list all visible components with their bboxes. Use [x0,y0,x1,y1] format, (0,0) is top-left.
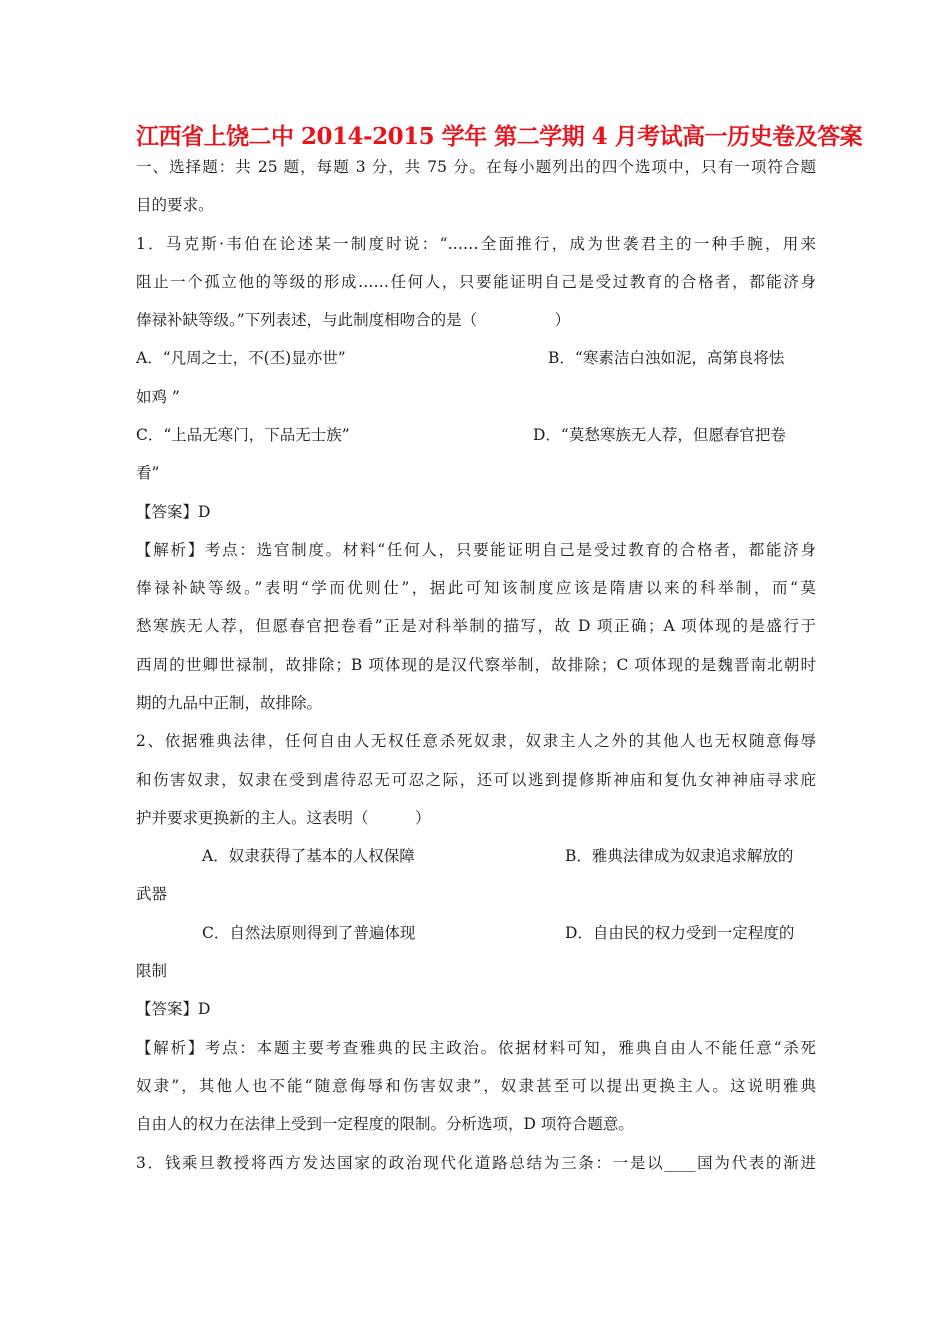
q2-stem-line-3: 护并要求更换新的主人。这表明（ ） [136,809,431,827]
q1-explanation-line-1: 【解析】考点：选官制度。材料“任何人，只要能证明自己是受过教育的合格者，都能济身 [136,541,816,559]
section-instruction-line-2: 目的要求。 [136,196,214,214]
q1-option-c: C．“上品无寒门，下品无士族” [136,426,350,444]
q1-explanation-line-3: 愁寒族无人荐，但愿春官把卷看”正是对科举制的描写，故 D 项正确；A 项体现的是盛行于 [136,617,816,635]
q1-option-b: B．“寒素洁白浊如泥，高第良将怯 [548,349,785,367]
q2-answer: 【答案】D [136,1000,211,1018]
q1-explanation-line-2: 俸禄补缺等级。”表明“学而优则仕”，据此可知该制度应该是隋唐以来的科举制，而“莫 [136,579,816,597]
q1-answer: 【答案】D [136,503,211,521]
q2-option-a: A．奴隶获得了基本的人权保障 [202,847,415,865]
q1-option-d: D．“莫愁寒族无人荐，但愿春官把卷 [533,426,786,444]
q2-explanation-line-1: 【解析】考点：本题主要考查雅典的民主政治。依据材料可知，雅典自由人不能任意“杀死 [136,1039,816,1057]
q2-option-d-cont: 限制 [136,962,168,980]
q1-option-a: A．“凡周之士，不(丕)显亦世” [136,349,346,367]
q1-option-b-cont: 如鸡 ” [136,388,180,406]
q2-option-d: D．自由民的权力受到一定程度的 [565,924,795,942]
q1-explanation-line-4: 西周的世卿世禄制，故排除；B 项体现的是汉代察举制，故排除；C 项体现的是魏晋南北朝时 [136,656,816,674]
q1-option-d-cont: 看” [136,464,160,482]
q2-option-b: B．雅典法律成为奴隶追求解放的 [565,847,794,865]
q2-option-b-cont: 武器 [136,885,168,903]
q1-stem-line-1: 1．马克斯·韦伯在论述某一制度时说：“……全面推行，成为世袭君主的一种手腕，用来 [136,235,816,253]
section-instruction-line-1: 一、选择题：共 25 题，每题 3 分，共 75 分。在每小题列出的四个选项中，只有一项符合题 [136,158,816,176]
q2-option-c: C．自然法原则得到了普遍体现 [202,924,416,942]
q1-stem-line-2: 阻止一个孤立他的等级的形成……任何人，只要能证明自己是受过教育的合格者，都能济身 [136,273,816,291]
q2-stem-line-1: 2、依据雅典法律，任何自由人无权任意杀死奴隶，奴隶主人之外的其他人也无权随意侮辱 [136,732,816,750]
q1-stem-line-3: 俸禄补缺等级。”下列表述，与此制度相吻合的是（ ） [136,311,571,329]
q2-explanation-line-3: 自由人的权力在法律上受到一定程度的限制。分析选项，D 项符合题意。 [136,1115,634,1133]
q1-explanation-line-5: 期的九品中正制，故排除。 [136,694,323,712]
document-title: 江西省上饶二中 2014-2015 学年 第二学期 4 月考试高一历史卷及答案 [136,123,863,150]
q2-stem-line-2: 和伤害奴隶，奴隶在受到虐待忍无可忍之际，还可以逃到提修斯神庙和复仇女神神庙寻求庇 [136,771,816,789]
q2-explanation-line-2: 奴隶”，其他人也不能“随意侮辱和伤害奴隶”，奴隶甚至可以提出更换主人。这说明雅典 [136,1077,816,1095]
q3-stem-line-1: 3．钱乘旦教授将西方发达国家的政治现代化道路总结为三条：一是以____国为代表的渐进 [136,1154,816,1172]
